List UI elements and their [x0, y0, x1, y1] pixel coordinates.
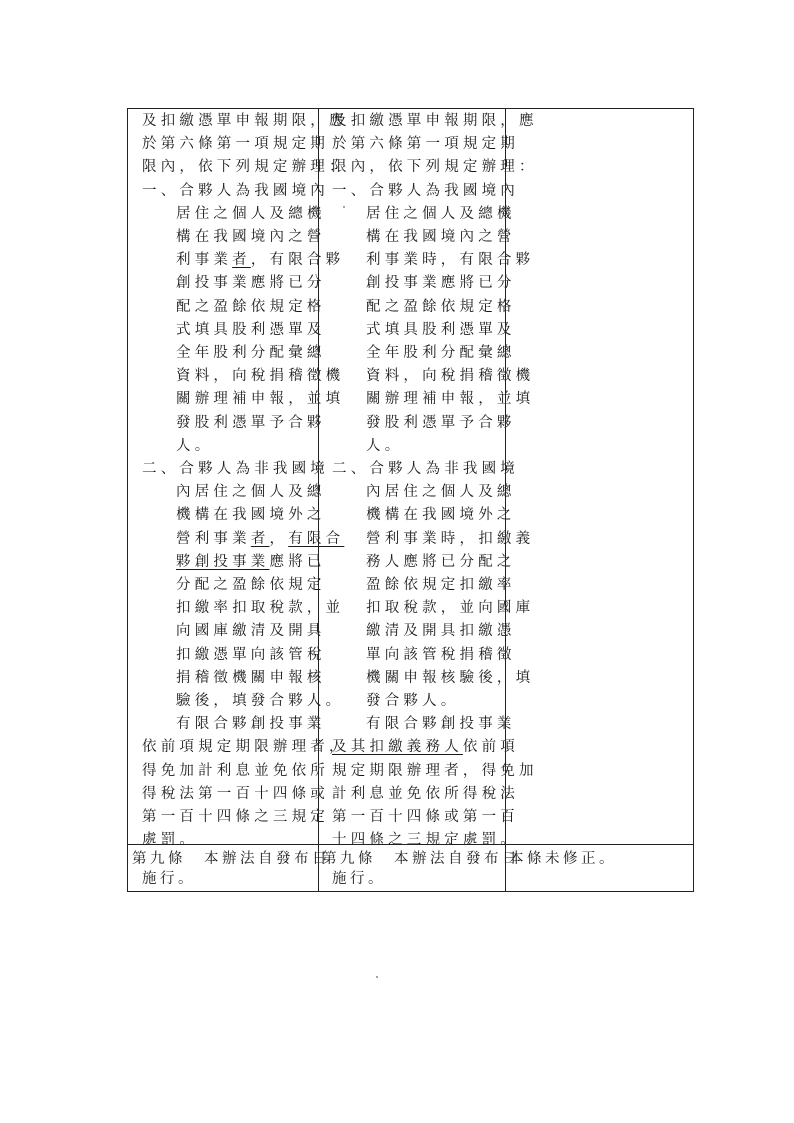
- text-line: 依前項規定期限辦理者，: [142, 739, 348, 756]
- text-line: 利事業時，有限合夥: [366, 252, 535, 269]
- text-line: 居住之個人及總機: [176, 205, 326, 222]
- text-line: [176, 554, 326, 572]
- text-line: 創投事業應將已分: [366, 275, 516, 292]
- scan-speck: [376, 976, 378, 978]
- text-line: [332, 739, 519, 757]
- text-line: 人。: [366, 437, 404, 454]
- text-line: 內居住之個人及總: [366, 484, 516, 501]
- underlined-amendment: 者: [250, 530, 270, 547]
- text-segment: 應將已: [269, 553, 326, 570]
- text-segment: ，有限合夥: [250, 252, 345, 269]
- text-segment: 營利事業: [176, 530, 251, 547]
- text-line: 一、合夥人為我國境內: [142, 182, 329, 199]
- column-divider: [505, 845, 506, 891]
- article-8-row: [128, 109, 693, 849]
- text-line: [176, 252, 344, 270]
- text-line: 施行。: [142, 871, 196, 887]
- text-line: 本條未修正。: [509, 851, 617, 867]
- text-line: 機關申報核驗後，填: [366, 669, 535, 686]
- text-line: 盈餘依規定扣繳率: [366, 577, 516, 593]
- text-line: 關辦理補申報，並填: [176, 391, 345, 408]
- text-line: 第九條 本辦法自發布日: [132, 851, 330, 867]
- text-line: 關辦理補申報，並填: [366, 391, 535, 408]
- scan-speck: [343, 206, 345, 208]
- column-divider: [505, 109, 506, 844]
- text-line: 繳清及開具扣繳憑: [366, 623, 516, 640]
- text-line: 單向該管稅捐稽徵: [366, 646, 516, 663]
- text-line: 十四條之三規定處罰。: [332, 832, 519, 849]
- text-line: 人。: [176, 437, 214, 454]
- text-line: 施行。: [332, 871, 386, 887]
- text-line: 二、合夥人為非我國境: [332, 461, 519, 477]
- comparison-table: [127, 108, 694, 892]
- column-divider: [318, 845, 319, 891]
- text-line: 全年股利分配彙總: [176, 345, 326, 361]
- underlined-amendment: 夥創投事業: [176, 553, 270, 570]
- text-line: 全年股利分配彙總: [366, 345, 516, 361]
- text-line: 一、合夥人為我國境內: [332, 182, 519, 199]
- article-9-row: [128, 845, 693, 891]
- text-line: 有限合夥創投事業: [366, 716, 516, 733]
- text-line: 第九條 本辦法自發布日: [322, 851, 520, 867]
- text-line: 內居住之個人及總: [176, 484, 326, 501]
- text-line: 扣取稅款，並向國庫: [366, 600, 535, 617]
- text-line: 機構在我國境外之: [176, 507, 326, 524]
- text-line: 機構在我國境外之: [366, 507, 516, 524]
- text-line: 配之盈餘依規定格: [366, 298, 516, 315]
- text-line: 資料，向稅捐稽徵機: [366, 368, 535, 385]
- text-line: 計利息並免依所得稅法: [332, 785, 519, 802]
- text-line: 扣繳率扣取稅款，並: [176, 600, 345, 617]
- text-line: [176, 531, 344, 549]
- text-line: 構在我國境內之營: [176, 229, 326, 245]
- column-divider: [318, 109, 319, 844]
- text-line: 得免加計利息並免依所: [142, 762, 329, 779]
- text-line: 限內，依下列規定辦理：: [142, 159, 348, 176]
- text-line: 處罰。: [142, 832, 199, 849]
- text-line: 二、合夥人為非我國境: [142, 461, 329, 477]
- text-line: 及扣繳憑單申報期限，應: [332, 113, 538, 129]
- text-line: 規定期限辦理者，得免加: [332, 762, 538, 779]
- text-line: 扣繳憑單向該管稅: [176, 646, 326, 663]
- text-line: 式填具股利憑單及: [366, 321, 516, 338]
- text-line: 構在我國境內之營: [366, 229, 516, 245]
- text-segment: 利事業: [176, 252, 233, 269]
- text-line: 資料，向稅捐稽徵機: [176, 368, 345, 385]
- text-line: 及扣繳憑單申報期限，應: [142, 113, 348, 129]
- text-line: 向國庫繳清及開具: [176, 623, 326, 640]
- text-line: 營利事業時，扣繳義: [366, 530, 535, 547]
- text-line: 第一百十四條之三規定: [142, 809, 329, 825]
- underlined-amendment: 有限合: [288, 530, 345, 547]
- text-segment: 依前項: [462, 739, 520, 756]
- text-line: 第一百十四條或第一百: [332, 809, 519, 825]
- text-line: 驗後，填發合夥人。: [176, 693, 345, 709]
- text-line: 發股利憑單予合夥: [366, 414, 516, 431]
- underlined-amendment: 者: [232, 252, 251, 269]
- text-line: 創投事業應將已分: [176, 275, 326, 292]
- text-line: 分配之盈餘依規定: [176, 577, 326, 593]
- text-line: 捐稽徵機關申報核: [176, 669, 326, 686]
- text-line: 配之盈餘依規定格: [176, 298, 326, 315]
- text-line: 發股利憑單予合夥: [176, 414, 326, 431]
- underlined-amendment: 及其扣繳義務人: [332, 739, 463, 756]
- text-line: 限內，依下列規定辦理：: [332, 159, 538, 176]
- text-line: 發合夥人。: [366, 693, 460, 709]
- text-segment: ，: [269, 530, 289, 547]
- text-line: 於第六條第一項規定期: [142, 136, 329, 153]
- text-line: 有限合夥創投事業: [176, 716, 326, 733]
- text-line: 式填具股利憑單及: [176, 321, 326, 338]
- text-line: 於第六條第一項規定期: [332, 136, 519, 153]
- text-line: 務人應將已分配之: [366, 553, 516, 570]
- text-line: 得稅法第一百十四條或: [142, 785, 329, 802]
- text-line: 居住之個人及總機: [366, 205, 516, 222]
